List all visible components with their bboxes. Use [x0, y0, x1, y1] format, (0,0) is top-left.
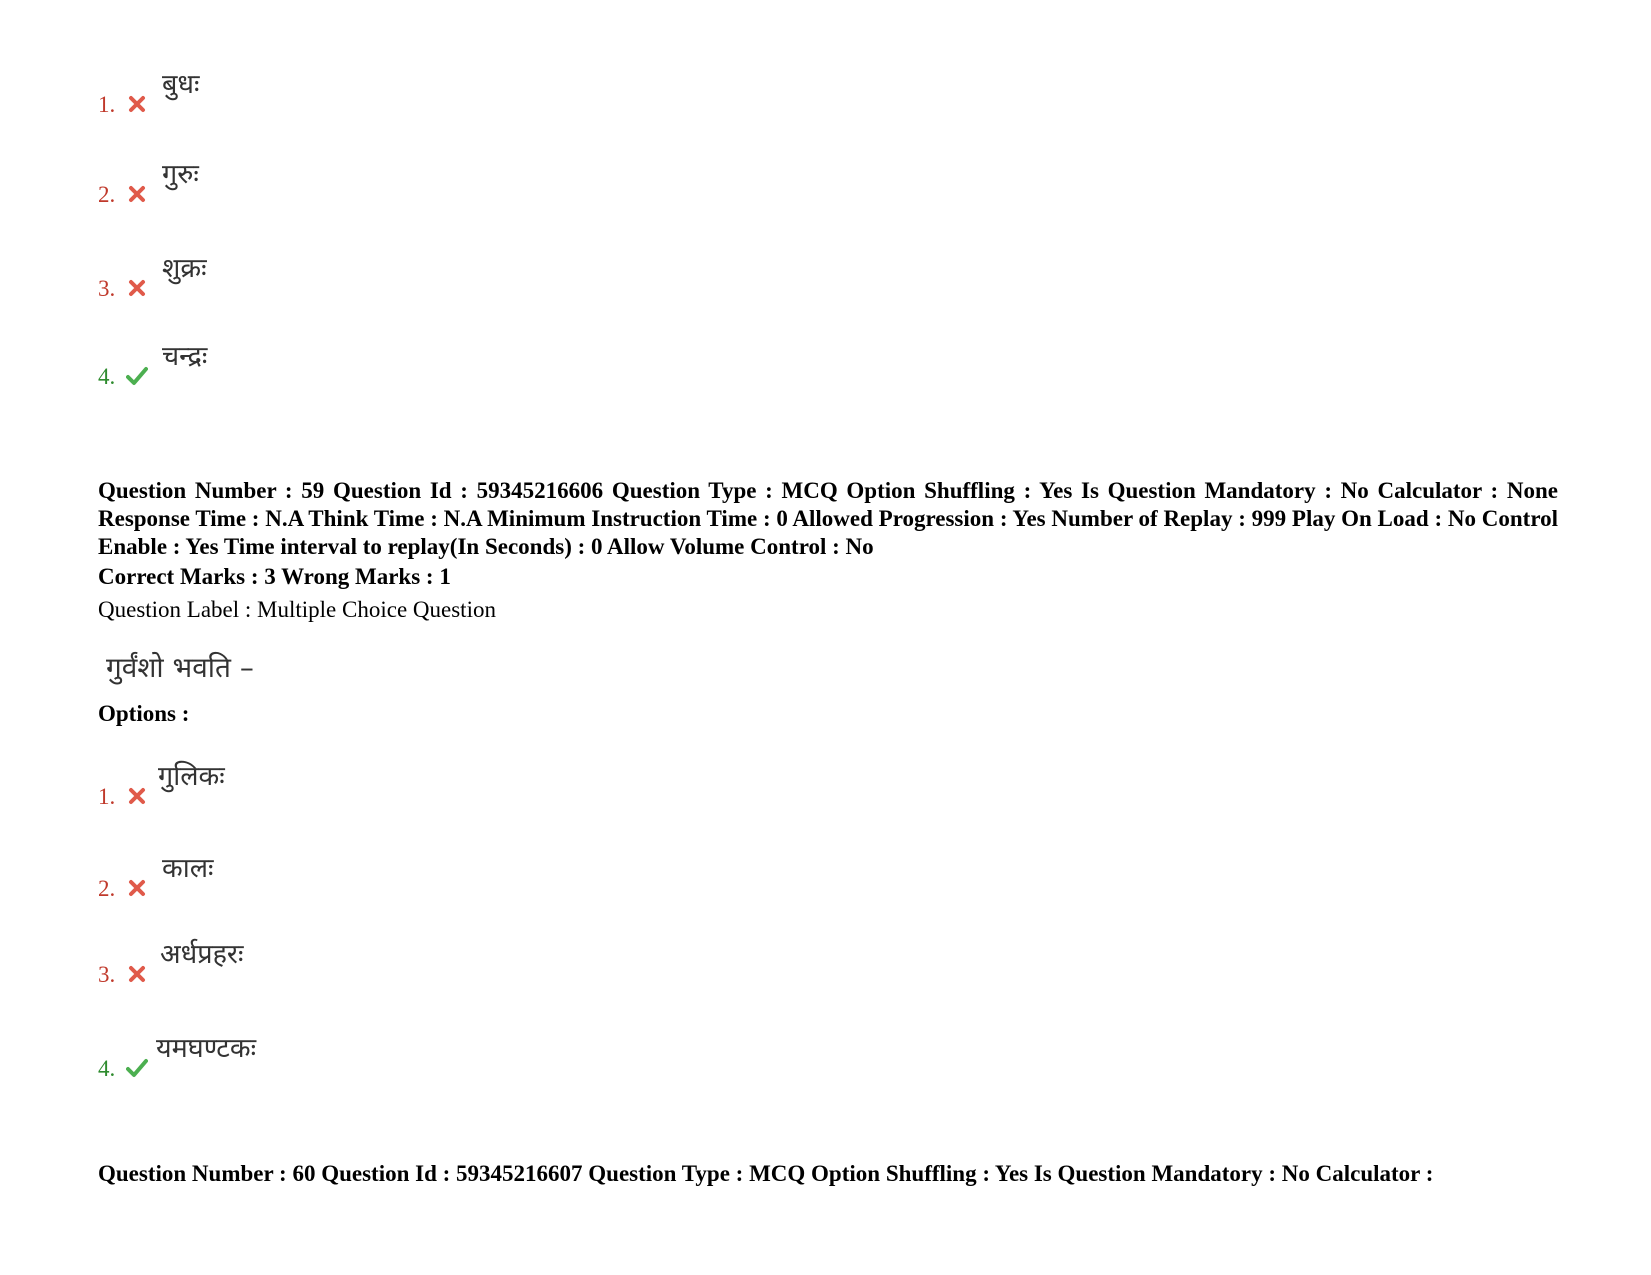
option-text: गुरुः: [162, 159, 199, 190]
check-icon: [126, 366, 148, 386]
option-item: [98, 158, 598, 208]
option-number: 1.: [98, 92, 116, 117]
cross-icon: [126, 94, 148, 114]
option-number: 3.: [98, 276, 116, 301]
cross-icon: [126, 878, 148, 898]
option-text: गुलिकः: [158, 761, 225, 792]
question-meta: Question Number : 59 Question Id : 59345216606 Question Type : MCQ Option Shuffling : Yes Is Question Mandatory : No Calculator : None Response Time : N.A Think Time : N.A Minimum Instruction Time : 0 Allowed Progression : Yes Number of Replay : 999 Play On Load : No Control Enable : Yes Time interval to replay(In Seconds) : 0 Allow Volume Control : No: [98, 478, 1558, 559]
cross-icon: [126, 786, 148, 806]
cross-icon: [126, 964, 148, 984]
options-heading: Options :: [98, 701, 190, 726]
option-text: अर्धप्रहरः: [160, 939, 244, 970]
cross-icon: [126, 278, 148, 298]
option-item: [98, 760, 598, 810]
option-item: [98, 938, 598, 988]
option-item: [98, 68, 598, 118]
option-text: यमघण्टकः: [156, 1033, 257, 1064]
option-text: शुक्रः: [162, 253, 207, 284]
option-number: 3.: [98, 962, 116, 987]
option-number: 4.: [98, 1056, 116, 1081]
option-text: बुधः: [162, 69, 200, 100]
question-meta: Question Number : 60 Question Id : 59345216607 Question Type : MCQ Option Shuffling : Yes Is Question Mandatory : No Calculator :: [98, 1161, 1434, 1186]
check-icon: [126, 1058, 148, 1078]
option-text: कालः: [162, 853, 214, 884]
option-number: 2.: [98, 182, 116, 207]
option-item: [98, 340, 598, 390]
marks-line: Correct Marks : 3 Wrong Marks : 1: [98, 564, 451, 589]
option-number: 4.: [98, 364, 116, 389]
option-item: [98, 852, 598, 902]
option-item: [98, 1032, 598, 1082]
option-number: 2.: [98, 876, 116, 901]
option-item: [98, 252, 598, 302]
question-text: गुर्वंशो भवति –: [106, 651, 254, 684]
option-number: 1.: [98, 784, 116, 809]
option-text: चन्द्रः: [162, 341, 208, 372]
cross-icon: [126, 184, 148, 204]
question-label: Question Label : Multiple Choice Question: [98, 597, 496, 622]
